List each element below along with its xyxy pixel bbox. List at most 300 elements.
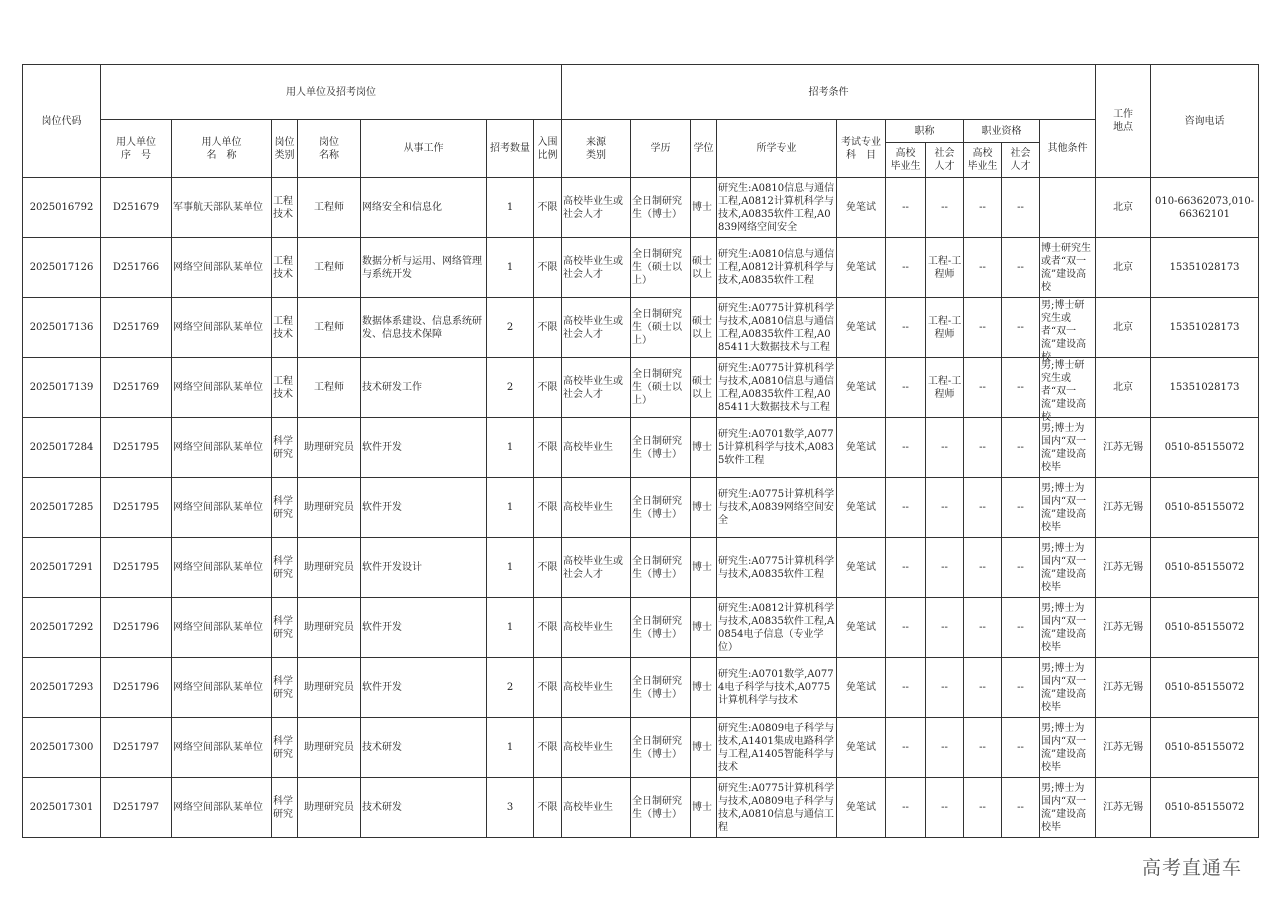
row-qual-grad-text: -- bbox=[979, 802, 986, 813]
header-qualification: 职业资格 bbox=[964, 120, 1040, 143]
row-degree-text: 博士 bbox=[692, 742, 713, 753]
row-count bbox=[487, 598, 534, 658]
row-source bbox=[562, 298, 631, 358]
row-code bbox=[23, 718, 101, 778]
row-major-text: 研究生:A0701数学,A0774电子科学与技术,A0775计算机科学与技术 bbox=[718, 669, 834, 706]
row-other bbox=[1040, 538, 1096, 598]
row-post-name bbox=[298, 478, 361, 538]
row-work bbox=[361, 478, 487, 538]
row-phone-text: 15351028173 bbox=[1169, 382, 1240, 393]
header-title-grad: 高校 毕业生 bbox=[886, 143, 926, 178]
row-source bbox=[562, 238, 631, 298]
table-body bbox=[23, 178, 1259, 838]
row-title-social bbox=[926, 718, 964, 778]
row-edu-text: 全日制研究生（博士） bbox=[632, 195, 683, 220]
row-degree bbox=[691, 298, 717, 358]
row-unit-seq-text: D251796 bbox=[112, 682, 160, 693]
row-unit-seq bbox=[101, 238, 172, 298]
row-place-text: 江苏无锡 bbox=[1103, 562, 1144, 573]
row-work-text: 软件开发 bbox=[362, 622, 402, 633]
row-title-social-text: -- bbox=[941, 742, 948, 753]
row-exam bbox=[837, 298, 886, 358]
row-unit-seq bbox=[101, 778, 172, 838]
row-unit-name bbox=[172, 778, 272, 838]
row-post-type bbox=[272, 538, 298, 598]
row-count-text: 2 bbox=[506, 682, 514, 693]
header-unit-name: 用人单位 名 称 bbox=[172, 120, 272, 178]
row-count-text: 1 bbox=[506, 562, 514, 573]
row-source bbox=[562, 718, 631, 778]
row-unit-name-text: 网络空间部队某单位 bbox=[173, 562, 263, 573]
row-edu-text: 全日制研究生（博士） bbox=[632, 615, 683, 640]
row-count bbox=[487, 658, 534, 718]
row-work-text: 技术研发 bbox=[362, 802, 402, 813]
row-place-text: 北京 bbox=[1113, 202, 1134, 213]
row-source bbox=[562, 418, 631, 478]
row-major-text: 研究生:A0812计算机科学与技术,A0835软件工程,A0854电子信息（专业学位） bbox=[718, 602, 835, 653]
row-post-type-text: 工程技术 bbox=[273, 315, 293, 340]
row-phone bbox=[1151, 478, 1259, 538]
row-degree-text: 博士 bbox=[692, 442, 713, 453]
table-row bbox=[23, 478, 1259, 538]
row-title-grad-text: -- bbox=[902, 742, 909, 753]
row-code-text: 2025017139 bbox=[29, 382, 94, 393]
row-edu-text: 全日制研究生（博士） bbox=[632, 795, 683, 820]
row-qual-grad-text: -- bbox=[979, 502, 986, 513]
row-place bbox=[1096, 538, 1151, 598]
row-unit-name bbox=[172, 658, 272, 718]
row-major bbox=[717, 358, 837, 418]
row-place-text: 江苏无锡 bbox=[1103, 442, 1144, 453]
row-title-grad bbox=[886, 238, 926, 298]
row-post-type-text: 科学研究 bbox=[273, 675, 293, 700]
row-post-type-text: 科学研究 bbox=[273, 795, 293, 820]
row-unit-name bbox=[172, 418, 272, 478]
row-phone-text: 0510-85155072 bbox=[1164, 562, 1245, 573]
row-exam bbox=[837, 178, 886, 238]
row-title-social bbox=[926, 238, 964, 298]
row-post-type bbox=[272, 238, 298, 298]
row-qual-social-text: -- bbox=[1017, 742, 1024, 753]
row-exam bbox=[837, 538, 886, 598]
row-ratio bbox=[534, 598, 562, 658]
row-major-text: 研究生:A0775计算机科学与技术,A0810信息与通信工程,A0835软件工程,A085411大数据技术与工程 bbox=[718, 302, 835, 353]
row-post-type-text: 工程技术 bbox=[273, 375, 293, 400]
row-unit-name-text: 网络空间部队某单位 bbox=[173, 682, 263, 693]
row-qual-social bbox=[1002, 658, 1040, 718]
table-row bbox=[23, 358, 1259, 418]
row-phone bbox=[1151, 178, 1259, 238]
row-ratio-text: 不限 bbox=[537, 262, 558, 273]
row-work bbox=[361, 718, 487, 778]
row-degree-text: 博士 bbox=[692, 562, 713, 573]
row-title-grad bbox=[886, 418, 926, 478]
row-unit-seq-text: D251797 bbox=[112, 802, 160, 813]
row-title-social-text: -- bbox=[941, 502, 948, 513]
recruitment-table bbox=[22, 64, 1259, 838]
row-source bbox=[562, 598, 631, 658]
row-other-text: 男;博士为国内“双一流”建设高校毕 bbox=[1041, 722, 1087, 773]
row-exam-text: 免笔试 bbox=[846, 442, 877, 453]
row-title-grad bbox=[886, 718, 926, 778]
row-place bbox=[1096, 718, 1151, 778]
row-count bbox=[487, 238, 534, 298]
row-unit-name-text: 网络空间部队某单位 bbox=[173, 622, 263, 633]
row-phone bbox=[1151, 778, 1259, 838]
row-source bbox=[562, 658, 631, 718]
row-unit-seq bbox=[101, 178, 172, 238]
row-edu bbox=[631, 238, 691, 298]
row-code bbox=[23, 178, 101, 238]
row-title-grad-text: -- bbox=[902, 262, 909, 273]
row-other-text: 博士研究生或者“双一流”建设高校 bbox=[1041, 242, 1092, 293]
row-place-text: 北京 bbox=[1113, 322, 1134, 333]
row-source-text: 高校毕业生 bbox=[563, 502, 614, 513]
row-qual-social-text: -- bbox=[1017, 442, 1024, 453]
row-edu-text: 全日制研究生（硕士以上） bbox=[632, 309, 683, 346]
row-source-text: 高校毕业生 bbox=[563, 742, 614, 753]
row-degree bbox=[691, 778, 717, 838]
row-qual-social-text: -- bbox=[1017, 322, 1024, 333]
row-code bbox=[23, 418, 101, 478]
row-exam-text: 免笔试 bbox=[846, 262, 877, 273]
row-title-social-text: -- bbox=[941, 202, 948, 213]
row-post-type bbox=[272, 358, 298, 418]
row-place bbox=[1096, 358, 1151, 418]
row-post-name-text: 工程师 bbox=[314, 202, 344, 213]
row-phone bbox=[1151, 718, 1259, 778]
row-title-social bbox=[926, 478, 964, 538]
row-qual-grad bbox=[964, 778, 1002, 838]
row-title-grad-text: -- bbox=[902, 562, 909, 573]
row-major bbox=[717, 658, 837, 718]
row-qual-grad bbox=[964, 718, 1002, 778]
header-unit-seq: 用人单位 序 号 bbox=[101, 120, 172, 178]
row-edu-text: 全日制研究生（博士） bbox=[632, 435, 683, 460]
row-phone bbox=[1151, 658, 1259, 718]
row-title-grad bbox=[886, 538, 926, 598]
row-major bbox=[717, 238, 837, 298]
row-count-text: 1 bbox=[506, 502, 514, 513]
row-count-text: 1 bbox=[506, 742, 514, 753]
row-ratio-text: 不限 bbox=[537, 502, 558, 513]
row-work-text: 数据分析与运用、网络管理与系统开发 bbox=[362, 255, 482, 280]
row-post-name-text: 工程师 bbox=[314, 322, 344, 333]
row-place bbox=[1096, 418, 1151, 478]
row-qual-grad-text: -- bbox=[979, 742, 986, 753]
row-count-text: 2 bbox=[506, 322, 514, 333]
row-other bbox=[1040, 718, 1096, 778]
row-post-name bbox=[298, 658, 361, 718]
row-edu-text: 全日制研究生（博士） bbox=[632, 495, 683, 520]
header-post-name: 岗位 名称 bbox=[298, 120, 361, 178]
row-degree-text: 博士 bbox=[692, 682, 713, 693]
header-source: 来源 类别 bbox=[562, 120, 631, 178]
row-phone-text: 15351028173 bbox=[1169, 322, 1240, 333]
row-qual-social bbox=[1002, 418, 1040, 478]
row-qual-social-text: -- bbox=[1017, 622, 1024, 633]
row-code bbox=[23, 598, 101, 658]
row-major bbox=[717, 178, 837, 238]
row-unit-name bbox=[172, 478, 272, 538]
row-ratio bbox=[534, 358, 562, 418]
row-count-text: 1 bbox=[506, 442, 514, 453]
row-qual-social-text: -- bbox=[1017, 682, 1024, 693]
row-title-grad-text: -- bbox=[902, 322, 909, 333]
row-other-text: 男;博士为国内“双一流”建设高校毕 bbox=[1041, 482, 1087, 533]
row-work bbox=[361, 778, 487, 838]
row-source-text: 高校毕业生或社会人才 bbox=[563, 555, 624, 580]
row-code bbox=[23, 538, 101, 598]
row-code bbox=[23, 358, 101, 418]
row-source bbox=[562, 358, 631, 418]
row-edu-text: 全日制研究生（博士） bbox=[632, 735, 683, 760]
row-qual-grad bbox=[964, 298, 1002, 358]
row-unit-name-text: 网络空间部队某单位 bbox=[173, 442, 263, 453]
row-count-text: 1 bbox=[506, 622, 514, 633]
row-post-name-text: 助理研究员 bbox=[304, 802, 354, 813]
row-code-text: 2025017292 bbox=[29, 622, 94, 633]
row-work-text: 技术研发 bbox=[362, 742, 402, 753]
row-major bbox=[717, 598, 837, 658]
row-post-type-text: 工程技术 bbox=[273, 255, 293, 280]
row-unit-seq bbox=[101, 598, 172, 658]
row-edu bbox=[631, 718, 691, 778]
row-work-text: 软件开发设计 bbox=[362, 562, 422, 573]
row-ratio-text: 不限 bbox=[537, 682, 558, 693]
header-unit-group: 用人单位及招考岗位 bbox=[101, 65, 562, 120]
row-major-text: 研究生:A0810信息与通信工程,A0812计算机科学与技术,A0835软件工程,A0839网络空间安全 bbox=[718, 182, 835, 233]
row-work-text: 软件开发 bbox=[362, 682, 402, 693]
watermark: 高考直通车 bbox=[1142, 857, 1243, 879]
header-ratio: 入围 比例 bbox=[534, 120, 562, 178]
row-source bbox=[562, 178, 631, 238]
row-qual-grad bbox=[964, 598, 1002, 658]
table-row bbox=[23, 418, 1259, 478]
row-exam-text: 免笔试 bbox=[846, 682, 877, 693]
row-exam bbox=[837, 778, 886, 838]
row-post-type bbox=[272, 478, 298, 538]
row-unit-seq-text: D251766 bbox=[112, 262, 160, 273]
row-place-text: 北京 bbox=[1113, 382, 1134, 393]
row-code-text: 2025017136 bbox=[29, 322, 94, 333]
row-qual-social bbox=[1002, 298, 1040, 358]
row-degree bbox=[691, 598, 717, 658]
row-place bbox=[1096, 778, 1151, 838]
row-place bbox=[1096, 178, 1151, 238]
row-work bbox=[361, 538, 487, 598]
row-post-name-text: 助理研究员 bbox=[304, 562, 354, 573]
row-edu bbox=[631, 298, 691, 358]
row-count bbox=[487, 298, 534, 358]
row-qual-grad bbox=[964, 658, 1002, 718]
row-qual-grad bbox=[964, 478, 1002, 538]
row-title-grad-text: -- bbox=[902, 442, 909, 453]
row-source bbox=[562, 478, 631, 538]
row-unit-name bbox=[172, 238, 272, 298]
row-code-text: 2025017126 bbox=[29, 262, 94, 273]
row-ratio-text: 不限 bbox=[537, 742, 558, 753]
row-phone bbox=[1151, 238, 1259, 298]
row-degree bbox=[691, 658, 717, 718]
row-title-grad bbox=[886, 298, 926, 358]
row-count bbox=[487, 178, 534, 238]
row-ratio-text: 不限 bbox=[537, 622, 558, 633]
row-unit-seq-text: D251795 bbox=[112, 502, 160, 513]
row-unit-seq bbox=[101, 418, 172, 478]
row-qual-grad-text: -- bbox=[979, 382, 986, 393]
row-post-type bbox=[272, 178, 298, 238]
row-qual-social bbox=[1002, 358, 1040, 418]
row-post-type bbox=[272, 658, 298, 718]
row-unit-name-text: 网络空间部队某单位 bbox=[173, 802, 263, 813]
row-unit-seq bbox=[101, 298, 172, 358]
row-work bbox=[361, 298, 487, 358]
row-degree-text: 博士 bbox=[692, 802, 713, 813]
row-title-social bbox=[926, 178, 964, 238]
row-major bbox=[717, 298, 837, 358]
row-post-type-text: 工程技术 bbox=[273, 195, 293, 220]
row-other-text: 男;博士研究生或者“双一流”建设高校 bbox=[1041, 299, 1087, 363]
row-edu bbox=[631, 358, 691, 418]
row-degree-text: 博士 bbox=[692, 622, 713, 633]
row-degree-text: 硕士以上 bbox=[692, 375, 713, 400]
row-unit-name-text: 网络空间部队某单位 bbox=[173, 322, 263, 333]
row-edu bbox=[631, 538, 691, 598]
row-post-type bbox=[272, 718, 298, 778]
row-code bbox=[23, 298, 101, 358]
row-source-text: 高校毕业生 bbox=[563, 682, 614, 693]
row-title-social bbox=[926, 298, 964, 358]
row-code bbox=[23, 658, 101, 718]
row-title-grad bbox=[886, 178, 926, 238]
row-work-text: 技术研发工作 bbox=[362, 382, 422, 393]
table-row bbox=[23, 538, 1259, 598]
row-post-type-text: 科学研究 bbox=[273, 615, 293, 640]
row-qual-social bbox=[1002, 718, 1040, 778]
row-ratio-text: 不限 bbox=[537, 322, 558, 333]
row-unit-seq bbox=[101, 358, 172, 418]
row-unit-name bbox=[172, 178, 272, 238]
table-row bbox=[23, 598, 1259, 658]
row-degree-text: 硕士以上 bbox=[692, 315, 713, 340]
row-post-name-text: 助理研究员 bbox=[304, 622, 354, 633]
row-post-name-text: 工程师 bbox=[314, 262, 344, 273]
row-unit-seq bbox=[101, 718, 172, 778]
row-unit-seq bbox=[101, 538, 172, 598]
row-other bbox=[1040, 598, 1096, 658]
row-post-name bbox=[298, 298, 361, 358]
row-post-type-text: 科学研究 bbox=[273, 555, 293, 580]
row-title-social bbox=[926, 538, 964, 598]
row-qual-social bbox=[1002, 178, 1040, 238]
row-unit-seq-text: D251769 bbox=[112, 322, 160, 333]
row-work-text: 软件开发 bbox=[362, 442, 402, 453]
row-post-type bbox=[272, 418, 298, 478]
row-count-text: 1 bbox=[506, 202, 514, 213]
row-phone bbox=[1151, 598, 1259, 658]
row-degree bbox=[691, 718, 717, 778]
row-phone-text: 0510-85155072 bbox=[1164, 502, 1245, 513]
row-post-name-text: 助理研究员 bbox=[304, 442, 354, 453]
row-source-text: 高校毕业生 bbox=[563, 802, 614, 813]
row-place-text: 江苏无锡 bbox=[1103, 742, 1144, 753]
row-code-text: 2025017300 bbox=[29, 742, 94, 753]
row-place bbox=[1096, 478, 1151, 538]
row-qual-social bbox=[1002, 778, 1040, 838]
row-unit-name-text: 网络空间部队某单位 bbox=[173, 382, 263, 393]
row-other bbox=[1040, 478, 1096, 538]
row-post-name bbox=[298, 598, 361, 658]
row-other bbox=[1040, 358, 1096, 423]
row-phone-text: 0510-85155072 bbox=[1164, 742, 1245, 753]
header-work-place: 工作 地点 bbox=[1096, 65, 1151, 178]
row-exam bbox=[837, 718, 886, 778]
row-qual-social-text: -- bbox=[1017, 382, 1024, 393]
row-count bbox=[487, 778, 534, 838]
row-unit-name-text: 军事航天部队某单位 bbox=[173, 202, 263, 213]
row-phone-text: 010-66362073,010-66362101 bbox=[1155, 195, 1255, 220]
row-source bbox=[562, 778, 631, 838]
row-title-social-text: -- bbox=[941, 802, 948, 813]
row-unit-name-text: 网络空间部队某单位 bbox=[173, 262, 263, 273]
row-work bbox=[361, 658, 487, 718]
row-major-text: 研究生:A0809电子科学与技术,A1401集成电路科学与工程,A1405智能科学与技术 bbox=[718, 722, 835, 773]
row-degree-text: 硕士以上 bbox=[692, 255, 713, 280]
row-place bbox=[1096, 658, 1151, 718]
row-phone bbox=[1151, 358, 1259, 418]
row-code bbox=[23, 778, 101, 838]
row-unit-name bbox=[172, 538, 272, 598]
row-count bbox=[487, 418, 534, 478]
row-other bbox=[1040, 778, 1096, 838]
row-title-social-text: 工程-工程师 bbox=[927, 315, 962, 340]
row-unit-seq bbox=[101, 658, 172, 718]
row-work bbox=[361, 358, 487, 418]
table-row bbox=[23, 658, 1259, 718]
table-row bbox=[23, 178, 1259, 238]
row-count-text: 3 bbox=[506, 802, 514, 813]
row-title-grad-text: -- bbox=[902, 202, 909, 213]
row-source-text: 高校毕业生或社会人才 bbox=[563, 315, 624, 340]
row-major-text: 研究生:A0775计算机科学与技术,A0809电子科学与技术,A0810信息与通信工程 bbox=[718, 782, 835, 833]
row-edu bbox=[631, 478, 691, 538]
header-title-social: 社会 人才 bbox=[926, 143, 964, 178]
row-post-name bbox=[298, 358, 361, 418]
row-count-text: 2 bbox=[506, 382, 514, 393]
row-code-text: 2025017284 bbox=[29, 442, 94, 453]
row-ratio bbox=[534, 718, 562, 778]
row-exam-text: 免笔试 bbox=[846, 502, 877, 513]
row-degree-text: 博士 bbox=[692, 502, 713, 513]
row-exam bbox=[837, 478, 886, 538]
row-qual-social-text: -- bbox=[1017, 802, 1024, 813]
row-other bbox=[1040, 298, 1096, 363]
header-code: 岗位代码 bbox=[23, 65, 101, 178]
row-post-type bbox=[272, 778, 298, 838]
row-post-type bbox=[272, 598, 298, 658]
header-other: 其他条件 bbox=[1040, 120, 1096, 178]
table-row bbox=[23, 238, 1259, 298]
row-unit-seq-text: D251679 bbox=[112, 202, 160, 213]
row-exam bbox=[837, 238, 886, 298]
row-unit-seq bbox=[101, 478, 172, 538]
row-title-grad-text: -- bbox=[902, 502, 909, 513]
row-place bbox=[1096, 598, 1151, 658]
row-post-name bbox=[298, 238, 361, 298]
row-title-social-text: -- bbox=[941, 622, 948, 633]
row-post-type bbox=[272, 298, 298, 358]
